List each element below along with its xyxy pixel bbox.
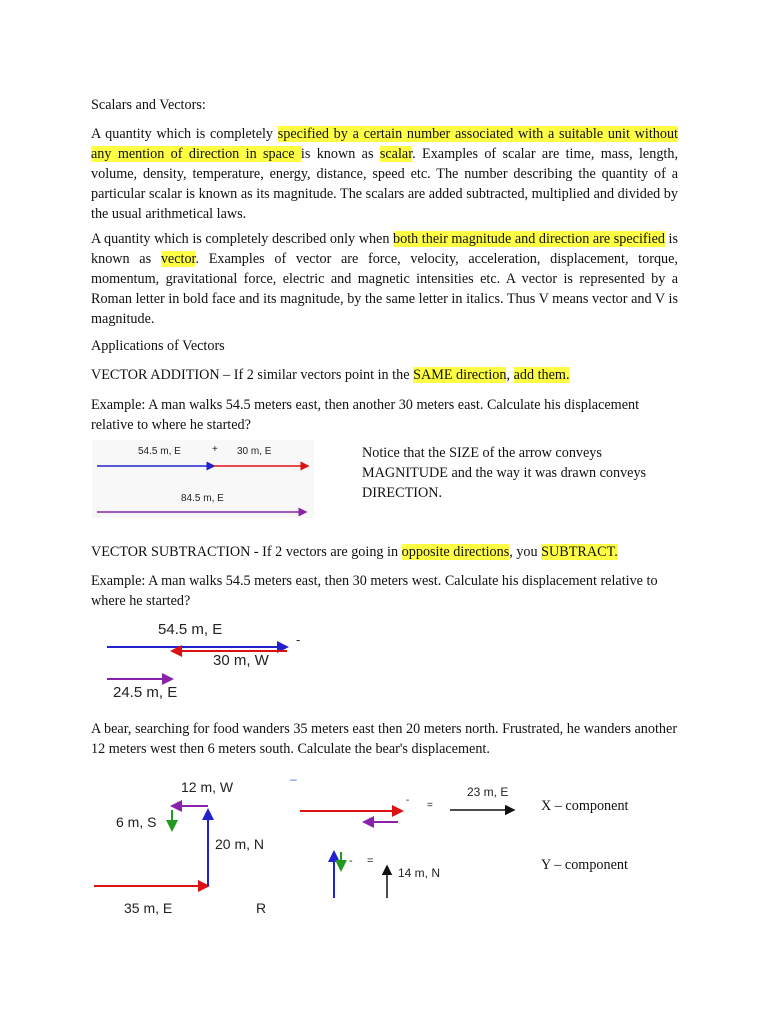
fig3-label-14-n: 14 m, N — [398, 866, 441, 880]
fig1-plus: + — [212, 444, 218, 455]
fig3-label-20-n: 20 m, N — [215, 836, 265, 852]
x-component-label: X – component — [541, 798, 629, 814]
fig3-label-23-e: 23 m, E — [467, 785, 509, 799]
fig3-y-equals: = — [367, 855, 374, 867]
fig3-label-r: R — [256, 900, 267, 916]
fig1-label-84-5: 84.5 m, E — [181, 493, 224, 504]
fig1-label-30: 30 m, E — [237, 446, 272, 457]
vector-paragraph: A quantity which is completely described only when both their magnitude and direction are specified is known as vector. Examples of vector are force, velocity, acceleration, displacement, torque, momentum, gravitational force, electric and magnetic intensities etc. A vector is represented by a Roman letter in bold face and its magnitude, by the same letter in italics. Thus V means vector and V is magnitude. — [91, 231, 679, 327]
fig2-label-30: 30 m, W — [213, 652, 269, 669]
fig3-label-35-e: 35 m, E — [124, 900, 173, 916]
fig3-x-equals: = — [427, 800, 433, 811]
section-title: Scalars and Vectors: — [91, 97, 206, 113]
fig2-label-54-5: 54.5 m, E — [158, 621, 223, 638]
vector-addition-line: VECTOR ADDITION – If 2 similar vectors point in the SAME direction, add them. — [91, 367, 570, 383]
fig2-label-24-5: 24.5 m, E — [113, 684, 178, 701]
y-component-label: Y – component — [541, 857, 628, 873]
notice-text: Notice that the SIZE of the arrow conveys MAGNITUDE and the way it was drawn conveys DIRECTION. — [362, 445, 647, 501]
bear-problem: A bear, searching for food wanders 35 meters east then 20 meters north. Frustrated, he wanders another 12 meters west then 6 meters south. Calculate the bear's displacement. — [91, 721, 678, 757]
fig1-background — [92, 440, 314, 518]
subtraction-example: Example: A man walks 54.5 meters east, then 30 meters west. Calculate his displacement relative to where he started? — [91, 573, 658, 609]
fig3-dash: – — [290, 772, 297, 786]
scalar-paragraph: A quantity which is completely specified by a certain number associated with a suitable unit without any mention of direction in space is known as scalar. Examples of scalar are time, mass, length, volume, density, temperature, energy, distance, speed etc. The number describing the quantity of a particular scalar is known as its magnitude. The scalars are added subtracted, multiplied and divided by the usual arithmetical laws. — [91, 126, 678, 222]
fig3-label-6-s: 6 m, S — [116, 814, 157, 830]
fig2-minus: - — [296, 632, 301, 647]
addition-example: Example: A man walks 54.5 meters east, then another 30 meters east. Calculate his displacement relative to where he started? — [91, 397, 640, 433]
fig3-x-minus: - — [406, 795, 410, 806]
fig3-label-12-w: 12 m, W — [181, 779, 234, 795]
fig3-y-minus: - — [349, 855, 353, 867]
applications-heading: Applications of Vectors — [91, 338, 225, 354]
fig1-label-54-5: 54.5 m, E — [138, 446, 181, 457]
vector-subtraction-line: VECTOR SUBTRACTION - If 2 vectors are going in opposite directions, you SUBTRACT. — [91, 544, 618, 560]
